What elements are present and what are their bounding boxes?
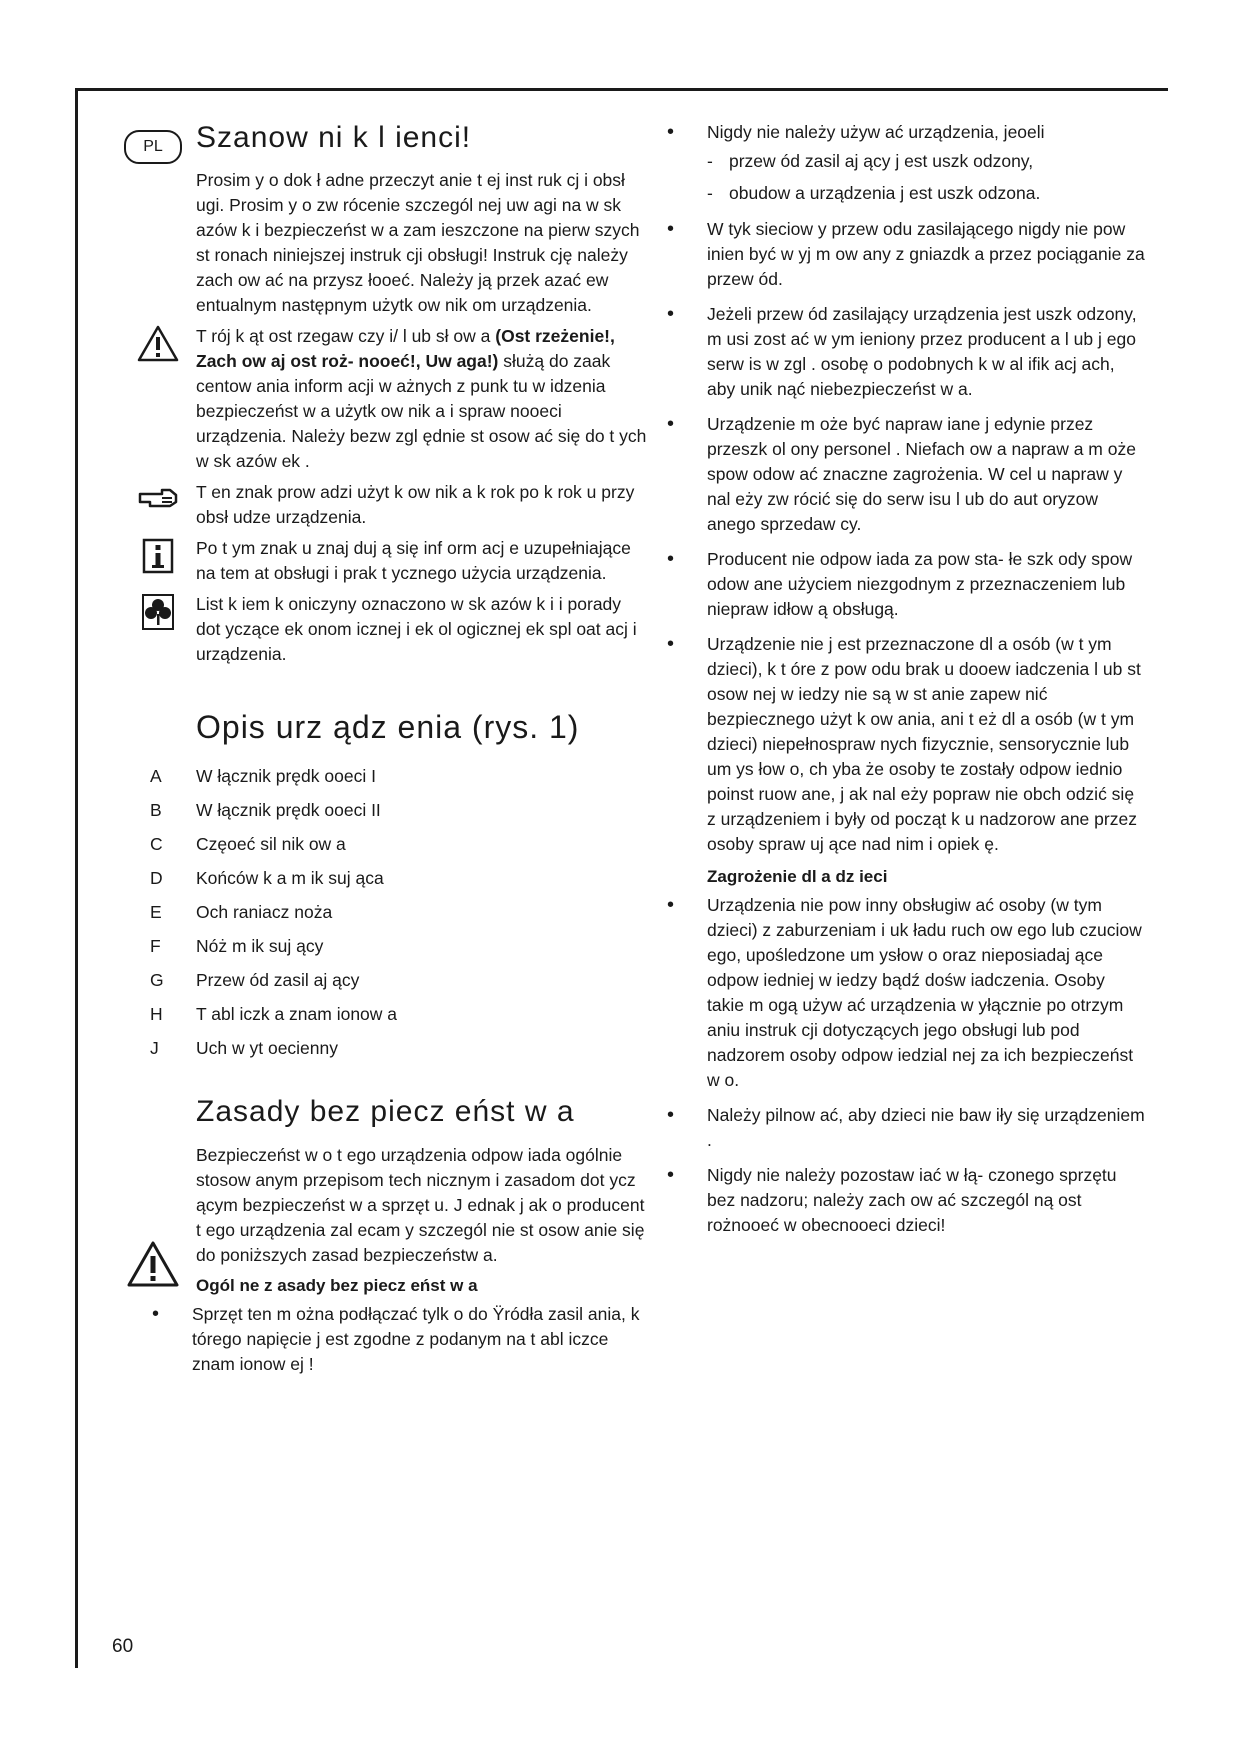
pointing-hand-icon [136,480,180,520]
note-clover [196,592,650,667]
note-info [196,536,650,586]
safety-bullets-right [665,120,1145,145]
note-hand-text: T en znak prow adzi użyt k ow nik a k rok po k rok u przy obsł udze urządzenia. [196,482,635,527]
intro-title: Szanow ni k l ienci! [196,121,472,154]
safety-bullets-left [150,1302,650,1377]
list-item: • Sprzęt ten m ożna podłączać tylk o do Ÿródła zasil ania, k tórego napięcie j est zgodne z podanym na t abl iczce znam ionow ej ! [150,1302,650,1377]
left-column [150,120,650,1387]
part-item: B W łącznik prędk ooeci II [150,800,381,820]
warning-triangle-icon [136,324,180,364]
list-item: • Producent nie odpow iada za pow sta- łe szk ody spow odow ane użyciem niezgodnym z przeznaczeniem lub niepraw idłow ą obsługą. [665,547,1145,622]
note-info-text: Po t ym znak u znaj duj ą się inf orm acj e uzupełniające na tem at obsługi i prak t ycznego użycia urządzenia. [196,538,631,583]
part-item: J Uch w yt oecienny [150,1038,339,1058]
info-icon [136,536,180,576]
frame-left-rule [75,88,78,1668]
clover-icon [136,592,180,632]
list-item: • Jeżeli przew ód zasilający urządzenia jest uszk odzony, m usi zost ać w ym ieniony przez producent a l ub j ego serw is w zgl . osobę o podobnych k w al ifik acj ach, aby unik nąć niebezpieczeńst w a. [665,302,1145,402]
dash-item: - przew ód zasil aj ący j est uszk odzony, [707,151,1034,171]
note-triangle-emphasis: (Ost rzeżenie!, Zach ow aj ost roż- nooeć!, Uw aga!) [196,326,615,371]
part-item: E Och raniacz noża [150,902,333,922]
note-triangle [196,324,650,474]
part-item: G Przew ód zasil aj ący [150,970,360,990]
general-safety-heading: Ogól ne z asady bez piecz eńst w a [196,1276,478,1295]
part-item: H T abl iczk a znam ionow a [150,1004,398,1024]
safety-title: Zasady bez piecz eńst w a [196,1095,575,1128]
safety-intro: Bezpieczeńst w o t ego urządzenia odpow iada ogólnie stosow anym przepisom tech nicznym i zasadom dot ycz ącym bezpieczeńst w a sprzęt u. J ednak j ak o producent t ego urządzenia zal ecam y szczegól nie st osow anie się do poniższych zasad bezpieczeństw a. [196,1145,645,1265]
list-item: • Urządzenie nie j est przeznaczone dl a osób (w t ym dzieci), k t óre z pow odu brak u dooew iadczenia l ub st osow nej w iedzy nie są w st anie zapew nić bezpiecznego użyt k ow ania, ani t eż dl a osób (w t ym dzieci) niepełnospraw nych fizycznie, sensorycznie lub um ys łow o, ch yba że osoby te zostały odpow iednio poinst ruow ane, j ak nal eży popraw nie obch odzić się z urządzeniem i były od począt k u nadzorow ane przez osoby spraw uj ące nad nim i opiek ę. [665,632,1145,857]
note-clover-text: List k iem k oniczyny oznaczono w sk azów k i i porady dot yczące ek onom icznej i ek ol ogicznej ek spl oat acj i urządzenia. [196,594,637,664]
safety-bullets-right-2 [665,217,1145,857]
part-item: D Końców k a m ik suj ąca [150,868,384,888]
list-item: • Nigdy nie należy używ ać urządzenia, jeoeli [665,120,1145,145]
parts-list [150,759,650,1065]
frame-top-rule [75,88,1168,91]
description-title: Opis urz ądz enia (rys. 1) [196,709,580,745]
list-item: • Urządzenia nie pow inny obsługiw ać osoby (w tym dzieci) z zaburzeniam i uk ładu ruch ow ego lub czuciow ego, upośledzone um ysłow o oraz nieposiadaj ące odpow iedniej w iedzy bądź dośw iadczenia. Osoby takie m ogą używ ać urządzenia w yłącznie po otrzym aniu instruk cji dotyczących jego obsługi lub pod nadzorem osoby odpow iedzial nej za ich bezpieczeńst w o. [665,893,1145,1093]
children-bullets [665,893,1145,1238]
dash-item: - obudow a urządzenia j est uszk odzona. [707,183,1041,203]
note-triangle-text-a: T rój k ąt ost rzegaw czy i/ l ub sł ow a [196,326,491,346]
list-item: • Urządzenie m oże być napraw iane j edynie przez przeszk ol ony personel . Niefach ow a napraw a m oże spow odow ać znaczne zagrożenia. W cel u napraw y nal eży zw rócić się do serw isu l ub do aut oryzow anego sprzedaw cy. [665,412,1145,537]
part-item: C Częoeć sil nik ow a [150,834,346,854]
page-number: 60 [112,1636,134,1657]
intro-paragraph: Prosim y o dok ł adne przeczyt anie t ej inst ruk cj i obsł ugi. Prosim y o zw rócenie szczegól nej uw agi na w sk azów k i bezpieczeńst w a zam ieszczone na pierw szych st ronach niniejszej instruk cji obsługi! Instruk cję należy zach ow ać na przysz łooeć. Należy ją przek azać ew entualnym następnym użytk ow nik om urządzenia. [196,170,640,315]
list-item: • Należy pilnow ać, aby dzieci nie baw iły się urządzeniem . [665,1103,1145,1153]
part-item: F Nóż m ik suj ący [150,936,324,956]
right-column [665,120,1145,1248]
list-item: • Nigdy nie należy pozostaw iać w łą- czonego sprzętu bez nadzoru; należy zach ow ać szczegól ną ost rożnooeć w obecnooeci dzieci! [665,1163,1145,1238]
note-hand [196,480,650,530]
list-item: • W tyk sieciow y przew odu zasilającego nigdy nie pow inien być w yj m ow any z gniazdk a przez pociąganie za przew ód. [665,217,1145,292]
language-badge: PL [124,130,182,164]
note-triangle-text-c: służą do zaak centow ania inform acji w ażnych z punk tu w idzenia bezpieczeńst w a użytk ow nik a i spraw nooeci urządzenia. Należy bezw zgl ędnie st osow ać się do t ych w sk azów ek . [196,351,647,471]
part-item: A W łącznik prędk ooeci I [150,766,376,786]
children-heading: Zagrożenie dl a dz ieci [707,867,888,886]
